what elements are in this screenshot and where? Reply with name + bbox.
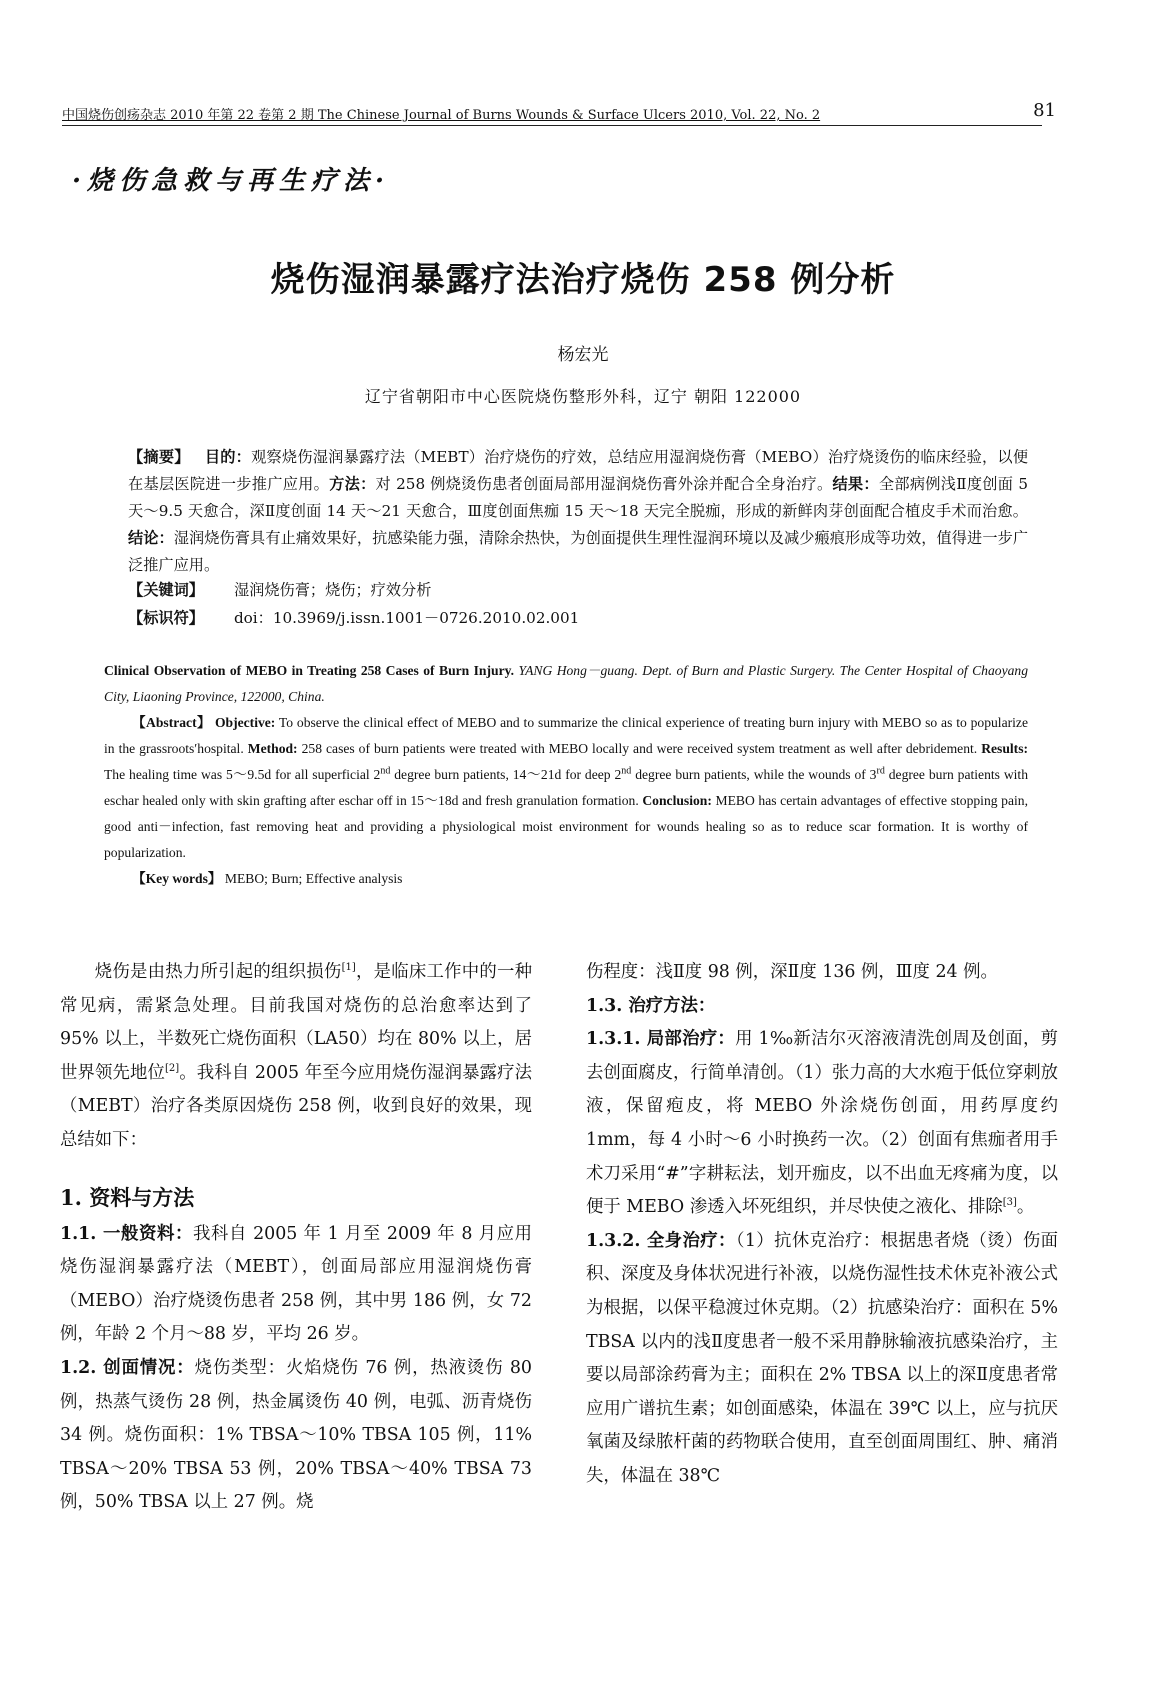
en-keywords: MEBO; Burn; Effective analysis bbox=[224, 871, 403, 886]
intro-text-c: 。我科自 2005 年至今应用烧伤湿润暴露疗法（MEBT）治疗各类原因烧伤 258 例，收到良好的效果，现总结如下： bbox=[60, 1062, 532, 1150]
en-authors-affil: YANG Hong－guang. Dept. of Burn and Plastic Surgery. The Center Hospital of Chaoyang City, Liaoning Province, 122000, China. bbox=[104, 663, 1028, 704]
section-1-2-label: 1.2. 创面情况： bbox=[60, 1357, 195, 1378]
en-keywords-label: 【Key words】 bbox=[132, 871, 222, 886]
section-1-3-2-label: 1.3.2. 全身治疗： bbox=[586, 1230, 736, 1251]
en-conclusion-label: Conclusion: bbox=[642, 793, 712, 808]
cn-method-label: 方法： bbox=[329, 475, 376, 493]
cn-objective: 观察烧伤湿润暴露疗法（MEBT）治疗烧伤的疗效，总结应用湿润烧伤膏（MEBO）治疗烧烫伤的临床经验，以便在基层医院进一步推广应用。 bbox=[128, 448, 1029, 493]
en-sup-2: nd bbox=[621, 765, 632, 777]
cn-abstract-label: 【摘要】 bbox=[128, 448, 190, 466]
cn-keywords-label: 【关键词】 bbox=[128, 581, 204, 599]
cn-abstract bbox=[128, 444, 1028, 579]
en-sup-3: rd bbox=[876, 765, 885, 777]
intro-text-b: ，是临床工作中的一种常见病，需紧急处理。目前我国对烧伤的总治愈率达到了 95% 以上，半数死亡烧伤面积（LA50）均在 80% 以上，居世界领先地位 bbox=[60, 962, 532, 1083]
en-abstract-label: 【Abstract】 bbox=[132, 715, 212, 730]
en-results-a: The healing time was 5～9.5d for all superficial 2 bbox=[104, 767, 381, 782]
cn-id-row bbox=[128, 607, 579, 628]
cn-conclusion: 湿润烧伤膏具有止痛效果好，抗感染能力强，清除余热快，为创面提供生理性湿润环境以及减少瘢痕形成等功效，值得进一步广泛推广应用。 bbox=[128, 529, 1029, 574]
en-sup-1: nd bbox=[380, 765, 391, 777]
cn-keywords-row bbox=[128, 579, 431, 600]
en-method: 258 cases of burn patients were treated with MEBO locally and were received system treatment as well after debridement. bbox=[301, 741, 978, 756]
header-rule bbox=[62, 125, 1042, 126]
section-1-2-continued: 伤程度：浅Ⅱ度 98 例，深Ⅱ度 136 例，Ⅲ度 24 例。 bbox=[586, 962, 998, 982]
section-1-3-1-label: 1.3.1. 局部治疗： bbox=[586, 1029, 736, 1050]
page-number: 81 bbox=[1033, 100, 1056, 121]
section-1-1-label: 1.1. 一般资料： bbox=[60, 1223, 193, 1244]
section-1-3-2-text: （1）抗休克治疗：根据患者烧（烫）伤面积、深度及身体状况进行补液，以烧伤湿性技术休克补液公式为根据，以保平稳渡过休克期。（2）抗感染治疗：面积在 5% TBSA 以内的浅Ⅱ度患者一般不采用静脉输液抗感染治疗，主要以局部涂药膏为主；面积在 2% TBSA 以上的深Ⅱ度患者常应用广谱抗生素；如创面感染，体温在 39℃ 以上，应与抗厌氧菌及绿脓杆菌的药物联合使用，直至创面周围红、肿、痛消失，体温在 38℃ bbox=[586, 1230, 1058, 1486]
section-1-1 bbox=[60, 1218, 532, 1352]
en-results-label: Results: bbox=[981, 741, 1029, 756]
running-head: 中国烧伤创疡杂志 2010 年第 22 卷第 2 期 The Chinese Journal of Burns Wounds & Surface Ulcers 2010, Vol. 22, No. 2 bbox=[62, 108, 821, 123]
ref-1: [1] bbox=[341, 962, 356, 974]
cn-results-label: 结果： bbox=[832, 475, 879, 493]
body-right-column bbox=[586, 956, 1058, 1494]
paper-title: 烧伤湿润暴露疗法治疗烧伤 258 例分析 bbox=[270, 260, 896, 300]
section-1-2 bbox=[60, 1352, 532, 1520]
en-abstract bbox=[104, 658, 1028, 892]
en-title: Clinical Observation of MEBO in Treating 258 Cases of Burn Injury. bbox=[104, 663, 515, 678]
cn-method: 对 258 例烧烫伤患者创面局部用湿润烧伤膏外涂并配合全身治疗。 bbox=[375, 475, 833, 493]
section-1-3-1 bbox=[586, 1023, 1058, 1225]
en-results-b: degree burn patients, 14～21d for deep 2 bbox=[394, 767, 622, 782]
cn-keywords: 湿润烧伤膏；烧伤；疗效分析 bbox=[233, 581, 432, 599]
section-1-3-heading: 1.3. 治疗方法： bbox=[586, 995, 716, 1016]
affiliation: 辽宁省朝阳市中心医院烧伤整形外科，辽宁 朝阳 122000 bbox=[364, 387, 802, 406]
ref-3: [3] bbox=[1002, 1197, 1017, 1209]
en-results-d: degree burn patients with eschar healed only with skin grafting after eschar off in 15～18d and fresh granulation formation. bbox=[104, 767, 1028, 808]
section-1-1-text: 我科自 2005 年 1 月至 2009 年 8 月应用烧伤湿润暴露疗法（MEBT），创面局部应用湿润烧伤膏（MEBO）治疗烧烫伤患者 258 例，其中男 186 例，女 72 例，年龄 2 个月～88 岁，平均 26 岁。 bbox=[60, 1223, 532, 1345]
section-1-3-1-text: 用 1‰新洁尔灭溶液清洗创周及创面，剪去创面腐皮，行简单清创。（1）张力高的大水疱于低位穿刺放液，保留疱皮，将 MEBO 外涂烧伤创面，用药厚度约 1mm，每 4 小时～6 小时换药一次。（2）创面有焦痂者用手术刀采用“#”字耕耘法，划开痂皮，以不出血无疼痛为度，以便于 MEBO 渗透入坏死组织，并尽快使之液化、排除 bbox=[586, 1029, 1058, 1218]
body-left-column bbox=[60, 956, 532, 1520]
cn-doi: doi：10.3969/j.issn.1001－0726.2010.02.001 bbox=[233, 609, 580, 627]
en-objective: To observe the clinical effect of MEBO and to summarize the clinical experience of treating burn injury with MEBO so as to popularize in the grassroots′hospital. bbox=[104, 715, 1028, 756]
intro-paragraph bbox=[60, 956, 532, 1158]
en-results-c: degree burn patients, while the wounds of 3 bbox=[635, 767, 877, 782]
cn-results: 全部病例浅Ⅱ度创面 5 天～9.5 天愈合，深Ⅱ度创面 14 天～21 天愈合，Ⅲ度创面焦痂 15 天～18 天完全脱痂，形成的新鲜肉芽创面配合植皮手术而治愈。 bbox=[128, 475, 1029, 520]
en-conclusion: MEBO has certain advantages of effective stopping pain, good anti－infection, fast removing heat and providing a physiological moist environment for wounds healing so as to reduce scar formation. It is worthy of popularization. bbox=[104, 793, 1028, 860]
ref-2: [2] bbox=[164, 1062, 180, 1074]
column-title: ·烧伤急救与再生疗法· bbox=[72, 166, 391, 196]
section-1-3-2 bbox=[586, 1225, 1058, 1494]
intro-text-a: 烧伤是由热力所引起的组织损伤 bbox=[94, 962, 342, 982]
cn-objective-label: 目的： bbox=[204, 448, 252, 466]
section-1-3-1-end: 。 bbox=[1016, 1197, 1035, 1218]
cn-conclusion-label: 结论： bbox=[128, 529, 174, 547]
section-1-heading: 1. 资料与方法 bbox=[60, 1184, 195, 1210]
en-method-label: Method: bbox=[247, 741, 298, 756]
section-1-2-text: 烧伤类型：火焰烧伤 76 例，热液烫伤 80 例，热蒸气烫伤 28 例，热金属烫伤 40 例，电弧、沥青烧伤 34 例。烧伤面积：1% TBSA～10% TBSA 105 例，11% TBSA～20% TBSA 53 例，20% TBSA～40% TBSA 73 例，50% TBSA 以上 27 例。烧 bbox=[60, 1357, 532, 1513]
cn-id-label: 【标识符】 bbox=[128, 609, 204, 627]
author: 杨宏光 bbox=[557, 345, 609, 365]
en-objective-label: Objective: bbox=[214, 715, 276, 730]
